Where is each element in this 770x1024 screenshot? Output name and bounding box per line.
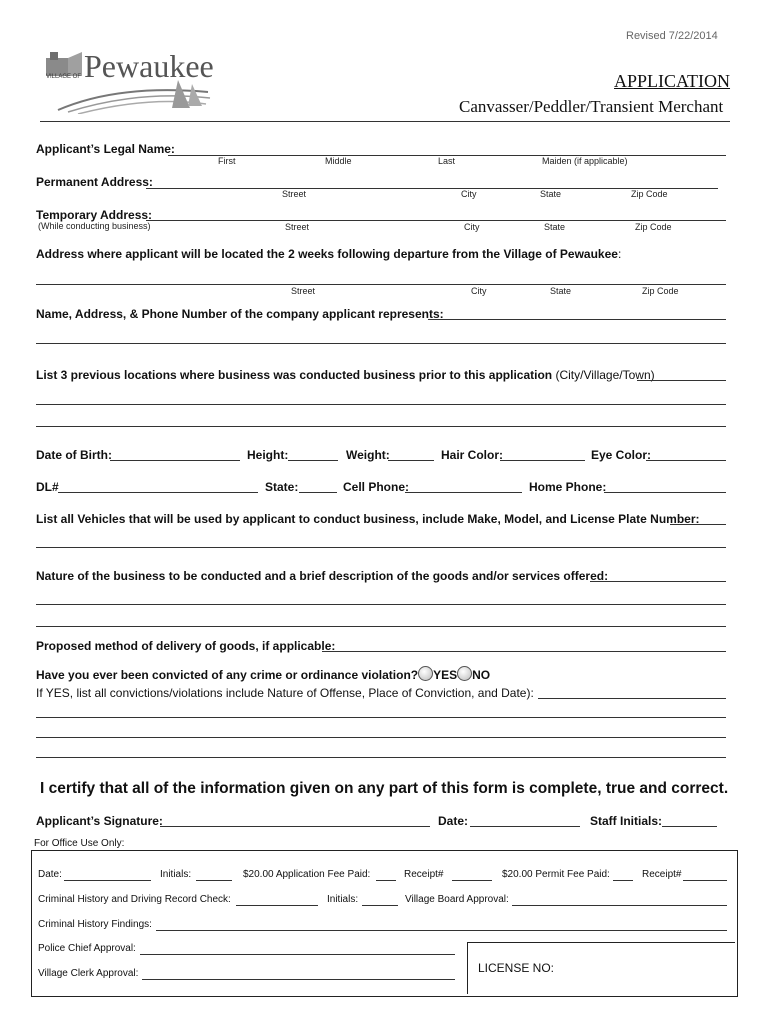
permanent-address-label: Permanent Address: — [36, 175, 153, 189]
sub-street: Street — [282, 189, 307, 199]
police-approval-field[interactable] — [140, 954, 455, 955]
previous-locations-text: List 3 previous locations where business was conducted business prior to this application — [36, 368, 553, 382]
no-radio-icon[interactable] — [457, 666, 472, 681]
clerk-approval-field[interactable] — [142, 979, 455, 980]
sub-city: City — [471, 286, 487, 296]
check-initials-label: Initials: — [327, 894, 359, 905]
signature-field[interactable] — [160, 826, 430, 827]
permit-fee-label: $20.00 Permit Fee Paid: — [502, 869, 610, 880]
revised-date: Revised 7/22/2014 — [626, 30, 718, 42]
temporary-address-field[interactable] — [146, 220, 726, 221]
sub-maiden: Maiden (if applicable) — [542, 156, 628, 166]
dl-field[interactable] — [58, 492, 258, 493]
yes-label: YES — [433, 668, 458, 682]
form-subtitle: Canvasser/Peddler/Transient Merchant — [459, 97, 724, 116]
office-date-label: Date: — [38, 869, 62, 880]
sub-zip: Zip Code — [631, 189, 668, 199]
two-weeks-address-text: Address where applicant will be located the 2 weeks following departure from the Village of Pewaukee — [36, 247, 618, 261]
previous-locations-hint: (City/Village/Town) — [555, 368, 655, 382]
sub-zip: Zip Code — [635, 222, 672, 232]
if-yes-field[interactable] — [538, 698, 726, 699]
vehicles-field-line-2[interactable] — [36, 547, 726, 548]
sub-middle: Middle — [325, 156, 352, 166]
criminal-check-label: Criminal History and Driving Record Check: — [38, 894, 231, 905]
logo-name: Pewaukee — [84, 48, 214, 84]
findings-label: Criminal History Findings: — [38, 919, 152, 930]
home-label: Home Phone: — [529, 480, 607, 494]
if-yes-line-2[interactable] — [36, 717, 726, 718]
sub-state: State — [550, 286, 572, 296]
header-divider — [40, 121, 730, 122]
certification-statement: I certify that all of the information given on any part of this form is complete, true and correct. — [40, 780, 729, 797]
sub-first: First — [218, 156, 236, 166]
nature-field-line-2[interactable] — [36, 604, 726, 605]
check-initials-field[interactable] — [362, 905, 398, 906]
previous-locations-line-2[interactable] — [36, 404, 726, 405]
criminal-check-field[interactable] — [236, 905, 318, 906]
village-logo — [38, 44, 218, 114]
sub-street: Street — [291, 286, 316, 296]
sub-zip: Zip Code — [642, 286, 679, 296]
findings-field[interactable] — [156, 930, 727, 931]
eye-label: Eye Color: — [591, 448, 652, 462]
cell-label: Cell Phone: — [343, 480, 410, 494]
office-initials-field[interactable] — [196, 880, 232, 881]
signature-label: Applicant’s Signature: — [36, 814, 163, 828]
sub-state: State — [540, 189, 562, 199]
previous-locations-label — [36, 368, 655, 382]
signature-date-field[interactable] — [470, 826, 580, 827]
dl-label: DL# — [36, 480, 59, 494]
receipt-field[interactable] — [452, 880, 492, 881]
dob-label: Date of Birth: — [36, 448, 112, 462]
no-label: NO — [472, 668, 491, 682]
two-weeks-address-label: Address where applicant will be located the 2 weeks following departure from the Village of Pewaukee: — [36, 247, 622, 261]
nature-field-line-3[interactable] — [36, 626, 726, 627]
office-use-heading: For Office Use Only: — [34, 838, 125, 849]
if-yes-label: If YES, list all convictions/violations include Nature of Offense, Place of Conviction, and Date): — [36, 686, 534, 700]
previous-locations-field[interactable] — [637, 380, 726, 381]
temporary-note: (While conducting business) — [38, 221, 151, 231]
vehicles-field[interactable] — [670, 524, 726, 525]
police-approval-label: Police Chief Approval: — [38, 943, 136, 954]
if-yes-line-3[interactable] — [36, 737, 726, 738]
board-approval-field[interactable] — [512, 905, 727, 906]
form-title: APPLICATION — [614, 71, 731, 91]
eye-field[interactable] — [646, 460, 726, 461]
two-weeks-address-field[interactable] — [36, 284, 726, 285]
sub-last: Last — [438, 156, 456, 166]
height-field[interactable] — [288, 460, 338, 461]
sub-state: State — [544, 222, 566, 232]
convicted-question — [36, 666, 490, 682]
nature-field[interactable] — [590, 581, 726, 582]
office-date-field[interactable] — [64, 880, 151, 881]
receipt-label-2: Receipt# — [642, 869, 682, 880]
nature-label: Nature of the business to be conducted and a brief description of the goods and/or services offered: — [36, 569, 609, 583]
state-label: State: — [265, 480, 299, 494]
company-field[interactable] — [428, 319, 726, 320]
office-initials-label: Initials: — [160, 869, 192, 880]
hair-field[interactable] — [500, 460, 585, 461]
logo-prefix: VILLAGE OF — [46, 74, 82, 80]
legal-name-label: Applicant’s Legal Name: — [36, 142, 175, 156]
company-field-line-2[interactable] — [36, 343, 726, 344]
permit-fee-field[interactable] — [613, 880, 633, 881]
temporary-address-label: Temporary Address: — [36, 208, 153, 222]
vehicles-label: List all Vehicles that will be used by applicant to conduct business, include Make, Model, and License Plate Number: — [36, 512, 700, 526]
delivery-label: Proposed method of delivery of goods, if applicable: — [36, 639, 336, 653]
company-label: Name, Address, & Phone Number of the company applicant represents: — [36, 307, 444, 321]
home-field[interactable] — [604, 492, 726, 493]
clerk-approval-label: Village Clerk Approval: — [38, 968, 139, 979]
receipt-label: Receipt# — [404, 869, 444, 880]
weight-field[interactable] — [388, 460, 434, 461]
staff-initials-field[interactable] — [662, 826, 717, 827]
height-label: Height: — [247, 448, 289, 462]
if-yes-line-4[interactable] — [36, 757, 726, 758]
receipt-field-2[interactable] — [683, 880, 727, 881]
signature-date-label: Date: — [438, 814, 469, 828]
license-label: LICENSE NO: — [478, 961, 555, 975]
sub-city: City — [464, 222, 480, 232]
convicted-text: Have you ever been convicted of any crime or ordinance violation? — [36, 668, 419, 682]
delivery-field[interactable] — [322, 651, 726, 652]
app-fee-label: $20.00 Application Fee Paid: — [243, 869, 371, 880]
sub-street: Street — [285, 222, 310, 232]
sub-city: City — [461, 189, 477, 199]
board-approval-label: Village Board Approval: — [405, 894, 509, 905]
weight-label: Weight: — [346, 448, 390, 462]
dob-field[interactable] — [110, 460, 240, 461]
hair-label: Hair Color: — [441, 448, 504, 462]
previous-locations-line-3[interactable] — [36, 426, 726, 427]
app-fee-field[interactable] — [376, 880, 396, 881]
cell-field[interactable] — [405, 492, 522, 493]
staff-initials-label: Staff Initials: — [590, 814, 663, 828]
state-field[interactable] — [299, 492, 337, 493]
yes-radio-icon[interactable] — [418, 666, 433, 681]
